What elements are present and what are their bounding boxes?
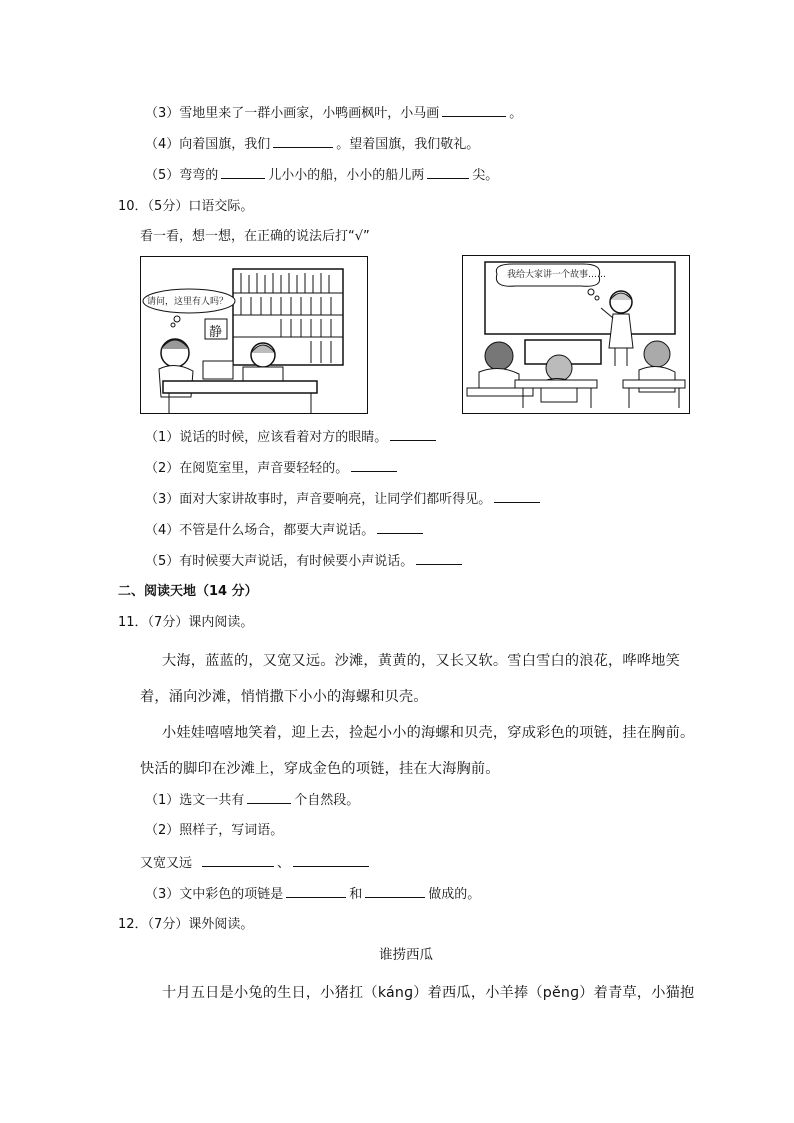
q9-item-5: （5）弯弯的 儿小小的船，小小的船儿两 尖。 xyxy=(145,168,499,183)
classroom-illustration xyxy=(462,255,690,414)
answer-blank[interactable] xyxy=(351,459,397,472)
q11-sub-2-example: 又宽又远 、 xyxy=(140,854,372,873)
q10-heading: 10．（5分）口语交际。 xyxy=(118,199,254,214)
q12-passage-title: 谁捞西瓜 xyxy=(379,947,433,963)
q12-heading: 12．（7分）课外阅读。 xyxy=(118,917,254,932)
q10-item-3: （3）面对大家讲故事时，声音要响亮，让同学们都听得见。 xyxy=(145,490,543,509)
answer-blank[interactable] xyxy=(390,428,436,441)
reading-room-drawing xyxy=(141,257,367,413)
answer-blank[interactable] xyxy=(427,166,469,179)
quiet-sign: 静 xyxy=(209,325,223,340)
q9-item-3: （3）雪地里来了一群小画家，小鸭画枫叶，小马画 。 xyxy=(145,106,523,121)
answer-blank[interactable] xyxy=(442,104,506,117)
section-2-heading: 二、阅读天地（14 分） xyxy=(118,584,258,599)
answer-blank[interactable] xyxy=(273,135,333,148)
q11-sub-3: （3）文中彩色的项链是 和 做成的。 xyxy=(145,887,481,902)
answer-blank[interactable] xyxy=(247,791,291,804)
q10-item-5: （5）有时候要大声说话，有时候要小声说话。 xyxy=(145,552,465,571)
answer-blank[interactable] xyxy=(286,885,346,898)
q10-item-2: （2）在阅览室里，声音要轻轻的。 xyxy=(145,459,400,478)
q10-item-1: （1）说话的时候，应该看着对方的眼睛。 xyxy=(145,428,439,447)
answer-blank[interactable] xyxy=(293,854,369,867)
q11-heading: 11．（7分）课内阅读。 xyxy=(118,615,254,630)
answer-blank[interactable] xyxy=(377,521,423,534)
q11-passage-p1-line1: 大海，蓝蓝的，又宽又远。沙滩，黄黄的，又长又软。雪白雪白的浪花，哗哗地笑 xyxy=(162,653,680,669)
q11-sub-1: （1）选文一共有 个自然段。 xyxy=(145,793,360,808)
answer-blank[interactable] xyxy=(494,490,540,503)
q9-item-4: （4）向着国旗，我们 。望着国旗，我们敬礼。 xyxy=(145,137,480,152)
answer-blank[interactable] xyxy=(365,885,425,898)
q10-instruction: 看一看，想一想，在正确的说法后打“√” xyxy=(140,229,370,244)
answer-blank[interactable] xyxy=(416,552,462,565)
q11-passage-p2-line1: 小娃娃嘻嘻地笑着，迎上去，捡起小小的海螺和贝壳，穿成彩色的项链，挂在胸前。 xyxy=(162,725,695,741)
q11-passage-p1-line2: 着，涌向沙滩，悄悄撒下小小的海螺和贝壳。 xyxy=(140,689,428,705)
q11-sub-2: （2）照样子，写词语。 xyxy=(145,823,284,838)
reading-room-illustration xyxy=(140,256,368,414)
speech-bubble-text: 请问，这里有人吗？ xyxy=(147,297,229,307)
q11-passage-p2-line2: 快活的脚印在沙滩上，穿成金色的项链，挂在大海胸前。 xyxy=(140,761,500,777)
q12-passage-line1: 十月五日是小兔的生日，小猪扛（kánɡ）着西瓜，小羊捧（pěnɡ）着青草，小猫抱 xyxy=(162,985,695,1001)
speech-bubble-text: 我给大家讲一个故事…… xyxy=(507,270,607,280)
answer-blank[interactable] xyxy=(202,854,274,867)
q10-item-4: （4）不管是什么场合，都要大声说话。 xyxy=(145,521,426,540)
answer-blank[interactable] xyxy=(221,166,265,179)
